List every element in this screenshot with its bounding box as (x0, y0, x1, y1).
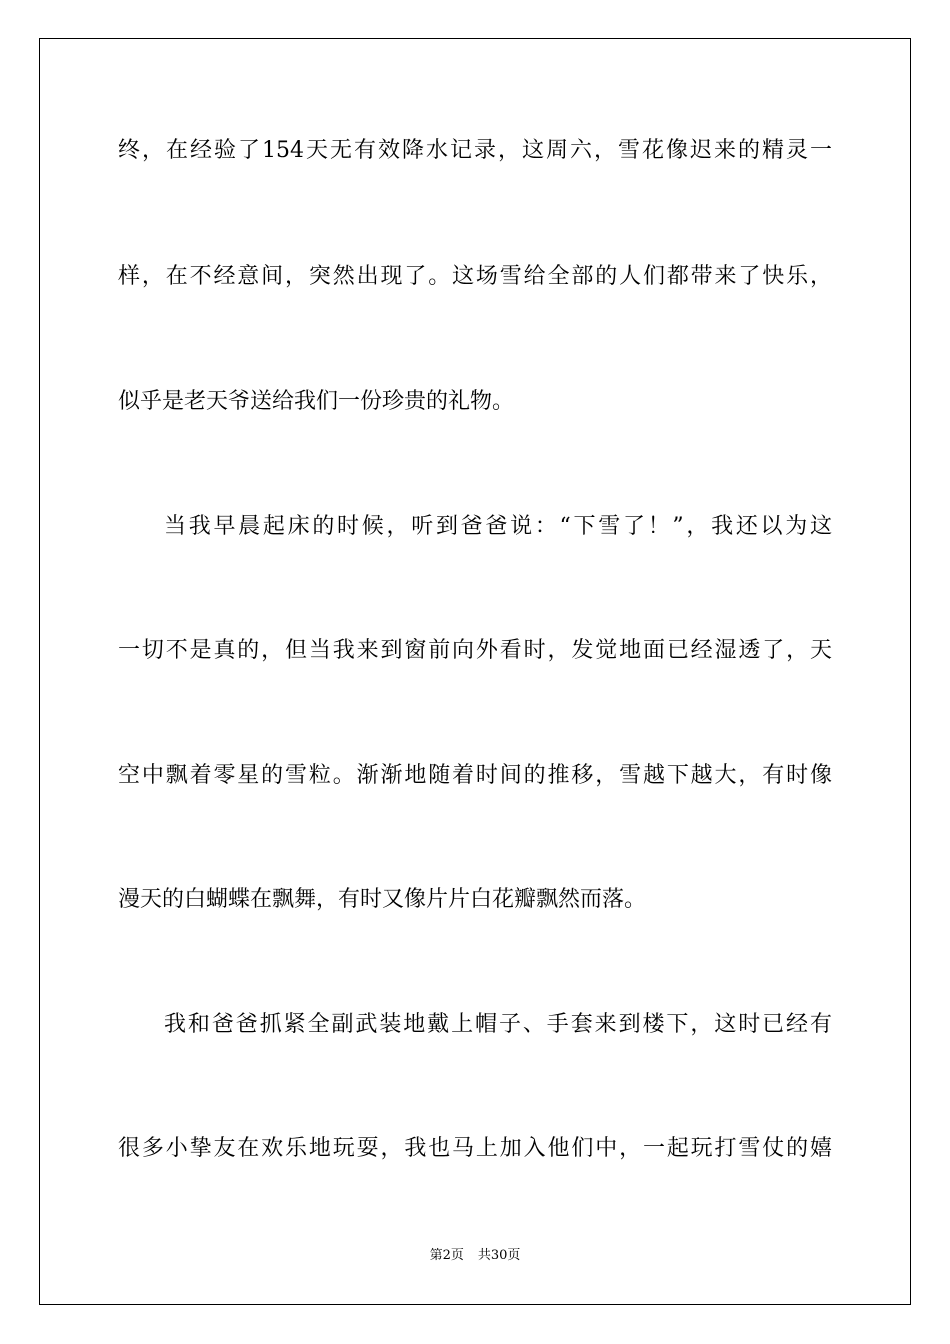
paragraph-3-line-1: 我和爸爸抓紧全副武装地戴上帽子、手套来到楼下，这时已经有 (164, 1012, 832, 1037)
page-number: 第2页 (429, 1248, 464, 1263)
page-border (39, 38, 911, 1305)
paragraph-3-line-2: 很多小挚友在欢乐地玩耍，我也马上加入他们中，一起玩打雪仗的嬉 (118, 1136, 832, 1161)
paragraph-2-line-2: 一切不是真的，但当我来到窗前向外看时，发觉地面已经湿透了，天 (118, 638, 832, 663)
paragraph-1-line-2: 样，在不经意间，突然出现了。这场雪给全部的人们都带来了快乐， (118, 264, 832, 289)
page-footer (0, 1247, 950, 1265)
page-total: 共30页 (477, 1248, 521, 1263)
paragraph-1-line-1: 终，在经验了154天无有效降水记录，这周六，雪花像迟来的精灵一 (118, 138, 832, 163)
paragraph-1-line-3: 似乎是老天爷送给我们一份珍贵的礼物。 (118, 389, 515, 414)
paragraph-2-line-1: 当我早晨起床的时候，听到爸爸说：“下雪了！”，我还以为这 (164, 514, 832, 539)
paragraph-2-line-4: 漫天的白蝴蝶在飘舞，有时又像片片白花瓣飘然而落。 (118, 887, 647, 912)
paragraph-2-line-3: 空中飘着零星的雪粒。渐渐地随着时间的推移，雪越下越大，有时像 (118, 763, 832, 788)
